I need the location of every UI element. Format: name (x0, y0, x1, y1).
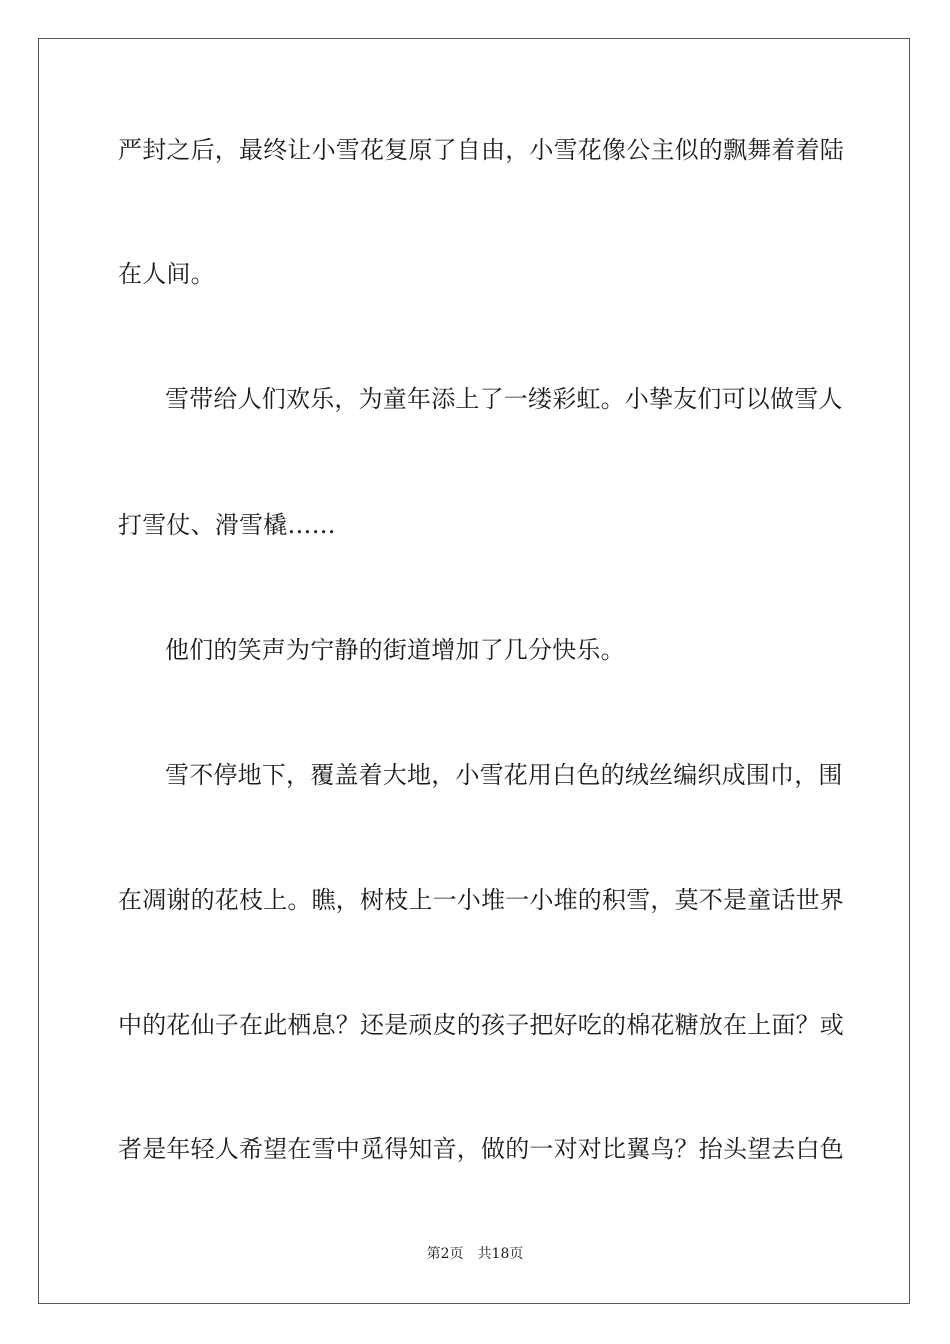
text-line-1: 严封之后，最终让小雪花复原了自由，小雪花像公主似的飘舞着着陆 (118, 136, 844, 164)
text-line-2: 在人间。 (118, 260, 215, 288)
page-border (38, 38, 910, 1304)
text-line-9: 者是年轻人希望在雪中觅得知音，做的一对对比翼鸟？抬头望去白色 (118, 1135, 844, 1163)
text-line-5: 他们的笑声为宁静的街道增加了几分快乐。 (165, 636, 625, 664)
page-number: 第2页 (426, 1246, 464, 1262)
text-line-6: 雪不停地下，覆盖着大地，小雪花用白色的绒丝编织成围巾，围 (165, 761, 843, 789)
text-line-4: 打雪仗、滑雪橇…… (118, 511, 336, 539)
page-footer (0, 1244, 950, 1264)
page-total: 共18页 (477, 1246, 524, 1262)
text-line-7: 在凋谢的花枝上。瞧，树枝上一小堆一小堆的积雪，莫不是童话世界 (118, 886, 844, 914)
text-line-3: 雪带给人们欢乐，为童年添上了一缕彩虹。小挚友们可以做雪人 (165, 385, 843, 413)
text-line-8: 中的花仙子在此栖息？还是顽皮的孩子把好吃的棉花糖放在上面？或 (118, 1011, 844, 1039)
